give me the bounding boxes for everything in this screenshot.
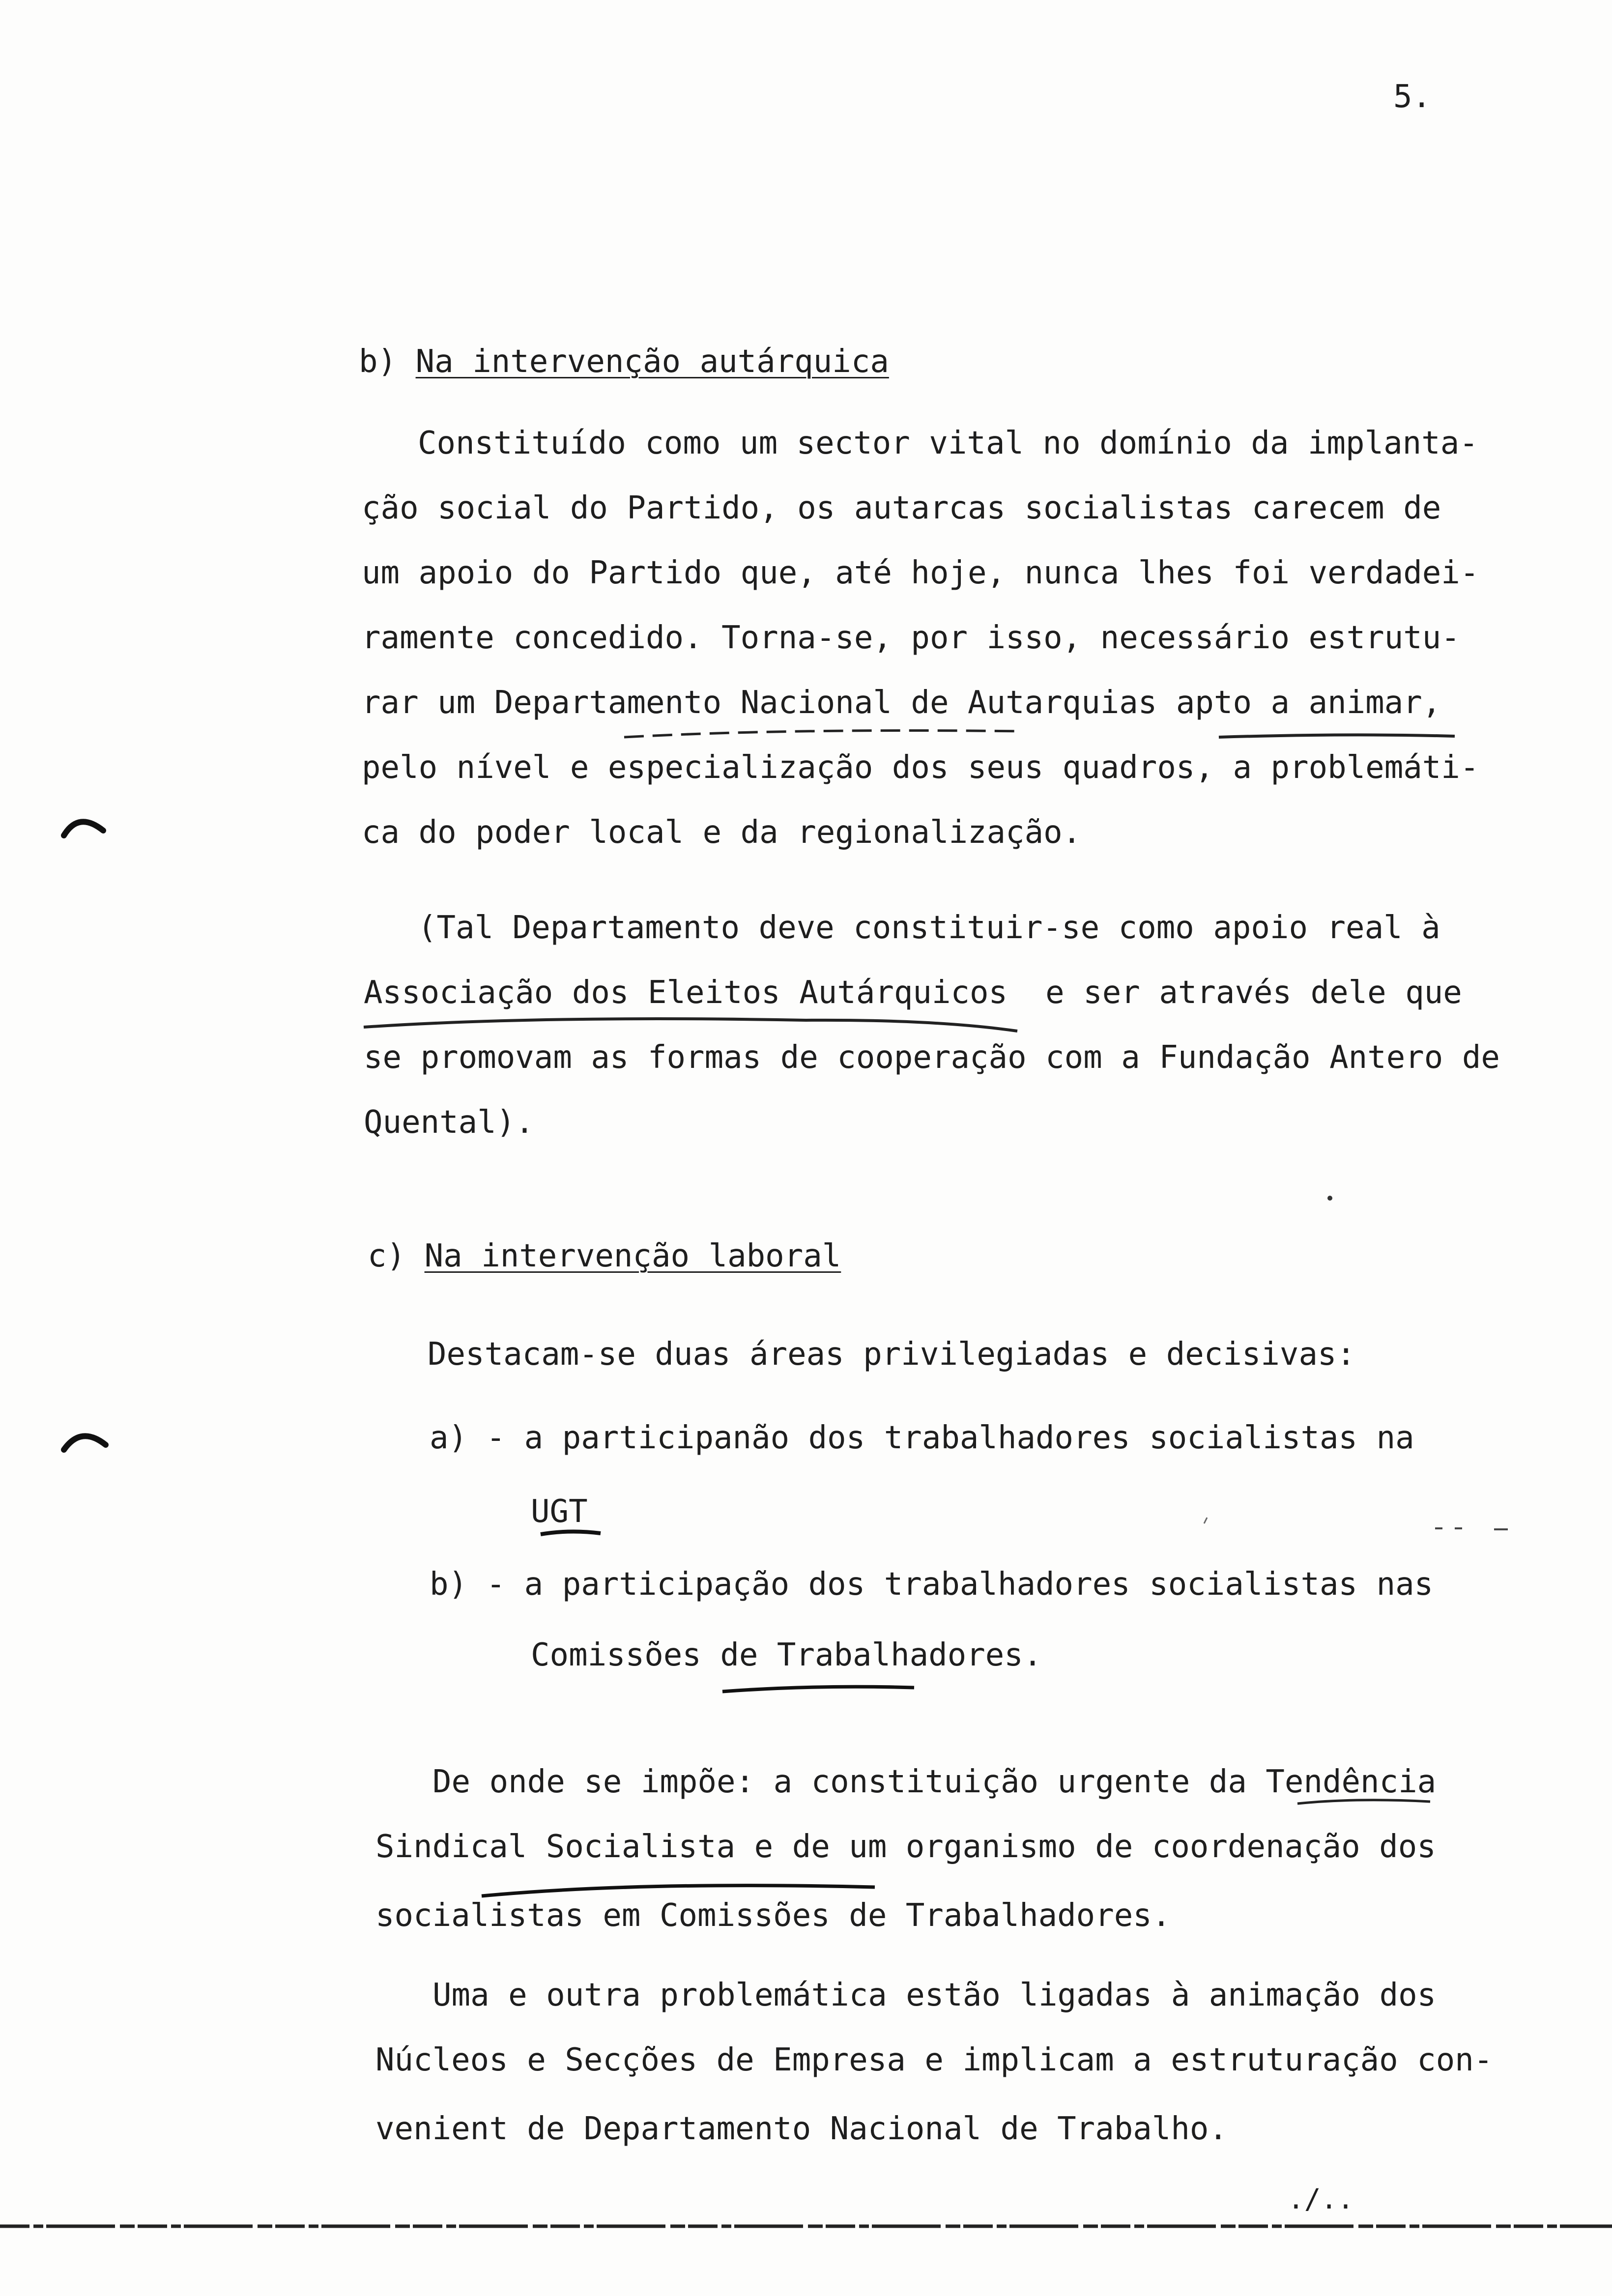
footer-continuation-mark: ./.. [1288,2183,1354,2215]
para1-line-7: ca do poder local e da regionalização. [362,814,1082,851]
para2-line-2: Associação dos Eleitos Autárquicos e ser através dele que [364,975,1462,1011]
list-item-a-marker: a) [430,1420,468,1456]
handwritten-underline-ugt [541,1531,601,1534]
para1-line-2: ção social do Partido, os autarcas socialistas carecem de [362,490,1441,526]
stray-dashes [1435,1528,1508,1529]
section-c-intro: Destacam-se duas áreas privilegiadas e decisivas: [428,1336,1356,1373]
para3-line-2: Sindical Socialista e de um organismo de coordenação dos [375,1829,1436,1865]
list-item-b-cont: Comissões de Trabalhadores. [531,1637,1042,1673]
handwritten-underline-departamento [624,731,1022,738]
para1-line-3: um apoio do Partido que, até hoje, nunca lhes foi verdadei- [362,555,1479,591]
para1-line-4: ramente concedido. Torna-se, por isso, necessário estrutu- [362,620,1460,656]
binder-arc-top [64,822,103,835]
list-item-a-cont: UGT [531,1493,588,1530]
page-number: 5. [1393,79,1431,115]
para2-line-3: se promovam as formas de cooperação com a Fundação Antero de [364,1039,1500,1076]
para4-line-2: Núcleos e Secções de Empresa e implicam a estruturação con- [375,2042,1493,2078]
para4-line-3: venient de Departamento Nacional de Trabalho. [375,2111,1228,2147]
list-item-b-dash: - [486,1566,506,1603]
para3-line-3: socialistas em Comissões de Trabalhadores. [375,1897,1171,1934]
para1-line-6: pelo nível e especialização dos seus quadros, a problemáti- [362,749,1479,786]
list-item-a-dash: - [486,1420,506,1456]
handwritten-underline-comissoes [722,1687,914,1692]
handwritten-underline-sindical [482,1886,875,1896]
para2-line-1: (Tal Departamento deve constituir-se como apoio real à [418,910,1440,946]
handwritten-underline-apto [1219,735,1455,737]
section-c-label: c) [368,1238,406,1274]
section-b-label: b) [359,344,397,380]
section-c-heading: Na intervenção laboral [424,1238,841,1274]
para1-line-5: rar um Departamento Nacional de Autarquias apto a animar, [362,685,1441,721]
section-b-heading: Na intervenção autárquica [415,344,889,380]
list-item-b-marker: b) [430,1566,468,1603]
para4-line-1: Uma e outra problemática estão ligadas à animação dos [432,1977,1437,2013]
stray-tick [1204,1518,1207,1523]
handwritten-underline-associacao [364,1019,1017,1031]
list-item-a-text: a participanão dos trabalhadores socialistas na [524,1420,1414,1456]
para3-line-1: De onde se impõe: a constituição urgente da Tendência [432,1764,1437,1800]
stray-dot [1327,1196,1332,1201]
para2-line-4: Quental). [364,1104,534,1141]
para1-line-1: Constituído como um sector vital no domínio da implanta- [418,425,1478,461]
list-item-b-text: a participação dos trabalhadores socialistas nas [524,1566,1434,1603]
handwritten-underline-tendencia [1297,1800,1430,1804]
binder-arc-bottom [64,1436,106,1450]
